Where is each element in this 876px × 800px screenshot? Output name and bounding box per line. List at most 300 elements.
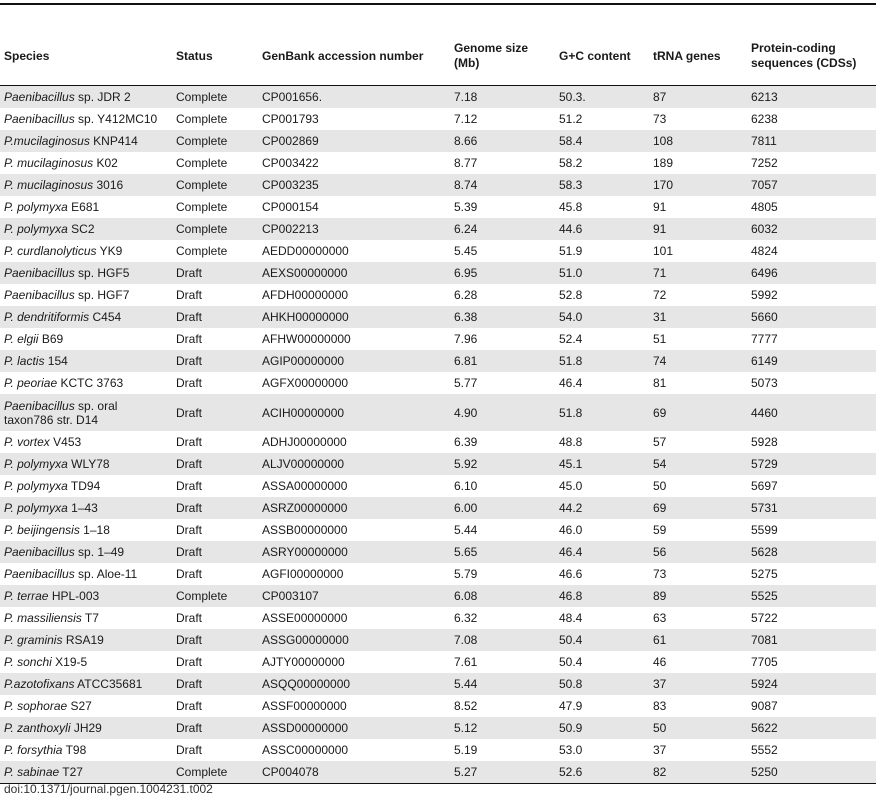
header-cds: Protein-coding sequences (CDSs) — [747, 27, 876, 86]
cell-cds: 5599 — [751, 523, 778, 537]
cell-cds: 5552 — [751, 743, 778, 757]
cell-genbank: ASSC00000000 — [262, 743, 349, 757]
cell-status: Draft — [176, 655, 203, 669]
cell-trna-genes: 56 — [649, 541, 747, 563]
table-row — [0, 673, 876, 695]
top-rule — [0, 3, 876, 5]
cell-species — [0, 761, 172, 784]
species-strain: 1–18 — [79, 523, 110, 537]
cell-status: Draft — [176, 332, 203, 346]
species-strain: X19-5 — [51, 655, 88, 669]
table-row — [0, 541, 876, 563]
cell-species — [0, 431, 172, 453]
table-row — [0, 497, 876, 519]
header-row — [0, 27, 876, 86]
table-row — [0, 453, 876, 475]
cell-genbank: AJTY00000000 — [262, 655, 345, 669]
cell-gc-content: 45.8 — [559, 200, 583, 214]
species-genus: P. terrae — [4, 589, 49, 603]
table-row — [0, 394, 876, 431]
cell-genbank: AFDH00000000 — [262, 288, 349, 302]
cell-trna-genes: 71 — [649, 262, 747, 284]
cell-species — [0, 152, 172, 174]
species-genus: Paenibacillus — [4, 90, 75, 104]
cell-genome-size: 6.28 — [454, 288, 478, 302]
cell-status: Draft — [176, 743, 203, 757]
cell-genome-size: 8.74 — [450, 174, 555, 196]
species-strain: RSA19 — [62, 633, 104, 647]
species-strain: 3016 — [93, 178, 124, 192]
cell-cds: 7777 — [751, 332, 778, 346]
cell-genome-size: 5.65 — [450, 541, 555, 563]
species-genus: Paenibacillus — [4, 398, 75, 413]
species-strain: TD94 — [67, 479, 101, 493]
cell-gc-content: 52.4 — [559, 332, 583, 346]
cell-species — [0, 262, 172, 284]
table-row — [0, 761, 876, 784]
species-genus: P. polymyxa — [4, 479, 68, 493]
header-species: Species — [0, 27, 172, 86]
cell-genbank: CP003235 — [258, 174, 450, 196]
cell-genome-size: 6.38 — [450, 306, 555, 328]
species-strain: sp. HGF7 — [74, 288, 130, 302]
table-row — [0, 475, 876, 497]
cell-status: Complete — [176, 156, 228, 170]
cell-genbank: AGIP00000000 — [258, 350, 450, 372]
cell-trna-genes: 82 — [649, 761, 747, 784]
cell-status: Draft — [172, 541, 258, 563]
cell-genbank: AHKH00000000 — [258, 306, 450, 328]
cell-genbank: CP002869 — [258, 130, 450, 152]
cell-status: Draft — [172, 350, 258, 372]
cell-cds: 5622 — [747, 717, 876, 739]
species-strain: WLY78 — [67, 457, 110, 471]
cell-trna-genes: 81 — [653, 376, 667, 390]
cell-trna-genes: 50 — [653, 479, 667, 493]
cell-genbank: CP004078 — [258, 761, 450, 784]
cell-genbank: AEDD00000000 — [262, 244, 349, 258]
cell-cds: 6496 — [747, 262, 876, 284]
cell-genome-size: 6.10 — [454, 479, 478, 493]
species-strain: 1–43 — [67, 501, 98, 515]
cell-trna-genes: 54 — [649, 453, 747, 475]
cell-trna-genes: 59 — [653, 523, 667, 537]
cell-status: Complete — [176, 244, 228, 258]
cell-genbank: ASSD00000000 — [258, 717, 450, 739]
cell-status: Complete — [176, 200, 228, 214]
cell-status: Draft — [176, 523, 203, 537]
species-genus: P.mucilaginosus — [4, 134, 90, 148]
cell-trna-genes: 37 — [653, 743, 667, 757]
cell-trna-genes: 74 — [649, 350, 747, 372]
species-strain: S27 — [67, 699, 92, 713]
cell-genome-size: 7.18 — [450, 86, 555, 109]
cell-status: Complete — [172, 174, 258, 196]
cell-species — [0, 218, 172, 240]
cell-species — [0, 673, 172, 695]
species-strain: sp. Aloe-11 — [74, 567, 138, 581]
cell-gc-content: 51.8 — [555, 394, 649, 431]
cell-gc-content: 45.0 — [559, 479, 583, 493]
cell-species — [0, 717, 172, 739]
cell-genome-size: 6.32 — [454, 611, 478, 625]
table-row — [0, 240, 876, 262]
cell-genome-size: 5.79 — [454, 567, 478, 581]
cell-gc-content: 46.8 — [555, 585, 649, 607]
cell-genome-size: 6.81 — [450, 350, 555, 372]
cell-trna-genes: 72 — [653, 288, 667, 302]
cell-genbank: ALJV00000000 — [258, 453, 450, 475]
species-strain: sp. oral taxon786 str. D14 — [4, 398, 118, 427]
species-strain: C454 — [89, 310, 122, 324]
table-row — [0, 739, 876, 761]
table-row — [0, 86, 876, 109]
header-gc-content: G+C content — [555, 27, 649, 86]
cell-cds: 5928 — [751, 435, 778, 449]
cell-status: Draft — [176, 699, 203, 713]
table-row — [0, 350, 876, 372]
cell-trna-genes: 50 — [649, 717, 747, 739]
cell-cds: 5729 — [747, 453, 876, 475]
species-genus: P. polymyxa — [4, 501, 68, 515]
cell-genome-size: 7.96 — [454, 332, 478, 346]
cell-cds: 5073 — [751, 376, 778, 390]
cell-gc-content: 58.3 — [555, 174, 649, 196]
table-row — [0, 284, 876, 306]
cell-cds: 7252 — [751, 156, 778, 170]
cell-trna-genes: 63 — [653, 611, 667, 625]
cell-gc-content: 51.8 — [555, 350, 649, 372]
species-genus: P. zanthoxyli — [4, 721, 71, 735]
cell-species — [0, 394, 172, 431]
cell-genbank: ASSG00000000 — [258, 629, 450, 651]
cell-trna-genes: 170 — [649, 174, 747, 196]
cell-genome-size: 5.39 — [454, 200, 478, 214]
species-genus: Paenibacillus — [4, 288, 75, 302]
cell-cds: 5250 — [747, 761, 876, 784]
cell-gc-content: 44.6 — [555, 218, 649, 240]
cell-cds: 5731 — [747, 497, 876, 519]
cell-trna-genes: 91 — [653, 200, 667, 214]
cell-genome-size: 5.77 — [454, 376, 478, 390]
cell-species — [0, 130, 172, 152]
cell-species — [0, 739, 172, 761]
header-status: Status — [172, 27, 258, 86]
species-genus: P. mucilaginosus — [4, 178, 94, 192]
cell-genome-size: 8.66 — [450, 130, 555, 152]
cell-status: Draft — [172, 673, 258, 695]
cell-cds: 7811 — [747, 130, 876, 152]
cell-gc-content: 48.4 — [559, 611, 583, 625]
cell-trna-genes: 37 — [649, 673, 747, 695]
header-trna-genes: tRNA genes — [649, 27, 747, 86]
cell-gc-content: 46.4 — [555, 541, 649, 563]
cell-trna-genes: 91 — [649, 218, 747, 240]
table-row — [0, 218, 876, 240]
cell-genome-size: 7.12 — [454, 112, 478, 126]
cell-species — [0, 196, 172, 218]
cell-cds: 6149 — [747, 350, 876, 372]
cell-gc-content: 46.4 — [559, 376, 583, 390]
cell-status: Complete — [176, 112, 228, 126]
species-strain: JH29 — [70, 721, 102, 735]
cell-genbank: ASRZ00000000 — [258, 497, 450, 519]
table-row — [0, 585, 876, 607]
cell-status: Draft — [176, 435, 203, 449]
cell-gc-content: 46.6 — [559, 567, 583, 581]
table-row — [0, 372, 876, 394]
table-row — [0, 629, 876, 651]
cell-trna-genes: 31 — [649, 306, 747, 328]
cell-status: Draft — [176, 567, 203, 581]
species-strain: V453 — [49, 435, 82, 449]
cell-status: Complete — [172, 218, 258, 240]
cell-species — [0, 607, 172, 629]
table-row — [0, 152, 876, 174]
species-genus: P. sophorae — [4, 699, 68, 713]
cell-cds: 7081 — [747, 629, 876, 651]
species-genus: P. dendritiformis — [4, 310, 90, 324]
header-genbank: GenBank accession number — [258, 27, 450, 86]
cell-species — [0, 108, 172, 130]
species-genus: P.azotofixans — [4, 677, 75, 691]
cell-genbank: ASSF00000000 — [262, 699, 347, 713]
cell-genome-size: 7.61 — [454, 655, 478, 669]
cell-gc-content: 50.9 — [555, 717, 649, 739]
cell-gc-content: 51.0 — [555, 262, 649, 284]
cell-trna-genes: 101 — [653, 244, 674, 258]
cell-trna-genes: 189 — [653, 156, 674, 170]
species-strain: HPL-003 — [48, 589, 100, 603]
cell-cds: 5660 — [747, 306, 876, 328]
cell-gc-content: 52.8 — [559, 288, 583, 302]
table-row — [0, 262, 876, 284]
cell-genbank: CP001793 — [262, 112, 319, 126]
cell-genome-size: 5.44 — [454, 523, 478, 537]
table-row — [0, 108, 876, 130]
cell-genome-size: 5.92 — [450, 453, 555, 475]
cell-genome-size: 6.24 — [450, 218, 555, 240]
cell-genbank: ASRY00000000 — [258, 541, 450, 563]
table-row — [0, 717, 876, 739]
cell-genbank: CP003107 — [258, 585, 450, 607]
cell-cds: 4805 — [751, 200, 778, 214]
cell-species — [0, 541, 172, 563]
cell-genbank: CP002213 — [258, 218, 450, 240]
species-strain: T27 — [59, 765, 83, 779]
species-genus: Paenibacillus — [4, 567, 75, 581]
species-genus: P. sabinae — [4, 765, 60, 779]
cell-genbank: AGFX00000000 — [262, 376, 349, 390]
cell-cds: 5697 — [751, 479, 778, 493]
cell-cds: 6238 — [751, 112, 778, 126]
cell-genome-size: 4.90 — [450, 394, 555, 431]
cell-genbank: AEXS00000000 — [258, 262, 450, 284]
cell-cds: 5924 — [747, 673, 876, 695]
cell-genome-size: 8.52 — [454, 699, 478, 713]
table-row — [0, 651, 876, 673]
species-strain: sp. Y412MC10 — [74, 112, 158, 126]
cell-gc-content: 53.0 — [559, 743, 583, 757]
cell-species — [0, 475, 172, 497]
species-strain: T98 — [62, 743, 87, 757]
cell-genbank: AFHW00000000 — [262, 332, 351, 346]
cell-genome-size: 7.08 — [450, 629, 555, 651]
cell-species — [0, 497, 172, 519]
species-genus: P. polymyxa — [4, 200, 68, 214]
cell-gc-content: 44.2 — [555, 497, 649, 519]
cell-genbank: CP000154 — [262, 200, 319, 214]
cell-species — [0, 585, 172, 607]
species-strain: E681 — [67, 200, 100, 214]
cell-cds: 4460 — [747, 394, 876, 431]
table-body — [0, 86, 876, 784]
species-strain: 154 — [44, 354, 68, 368]
cell-gc-content: 47.9 — [559, 699, 583, 713]
table-row — [0, 519, 876, 541]
cell-species — [0, 563, 172, 585]
cell-gc-content: 58.2 — [559, 156, 583, 170]
table-row — [0, 306, 876, 328]
table-row — [0, 431, 876, 453]
table-row — [0, 695, 876, 717]
genome-table-wrapper — [0, 27, 876, 784]
cell-cds: 6032 — [747, 218, 876, 240]
cell-species — [0, 651, 172, 673]
species-genus: Paenibacillus — [4, 545, 75, 559]
cell-gc-content: 50.4 — [559, 655, 583, 669]
genome-table — [0, 27, 876, 784]
table-row — [0, 563, 876, 585]
doi-footer: doi:10.1371/journal.pgen.1004231.t002 — [4, 782, 213, 796]
cell-status: Draft — [176, 288, 203, 302]
cell-status: Draft — [172, 394, 258, 431]
cell-gc-content: 45.1 — [555, 453, 649, 475]
species-genus: Paenibacillus — [4, 112, 75, 126]
cell-species — [0, 453, 172, 475]
cell-cds: 9087 — [751, 699, 778, 713]
species-genus: P. sonchi — [4, 655, 52, 669]
cell-status: Draft — [176, 611, 203, 625]
cell-species — [0, 240, 172, 262]
species-genus: P. polymyxa — [4, 222, 68, 236]
cell-gc-content: 50.8 — [555, 673, 649, 695]
cell-status: Draft — [172, 629, 258, 651]
species-genus: P. curdlanolyticus — [4, 244, 97, 258]
table-row — [0, 607, 876, 629]
cell-trna-genes: 61 — [649, 629, 747, 651]
cell-genome-size: 5.44 — [450, 673, 555, 695]
cell-genome-size: 6.39 — [454, 435, 478, 449]
cell-genbank: ASSB00000000 — [262, 523, 348, 537]
species-strain: ATCC35681 — [74, 677, 143, 691]
table-row — [0, 328, 876, 350]
cell-species — [0, 350, 172, 372]
species-strain: SC2 — [67, 222, 95, 236]
cell-trna-genes: 108 — [649, 130, 747, 152]
cell-genome-size: 5.27 — [450, 761, 555, 784]
cell-genbank: ASSA00000000 — [262, 479, 348, 493]
cell-trna-genes: 73 — [653, 567, 667, 581]
cell-gc-content: 58.4 — [555, 130, 649, 152]
species-strain: sp. 1–49 — [74, 545, 125, 559]
cell-trna-genes: 87 — [649, 86, 747, 109]
species-genus: P. elgii — [4, 332, 39, 346]
species-strain: KNP414 — [89, 134, 138, 148]
cell-genbank: ASSE00000000 — [262, 611, 348, 625]
cell-species — [0, 629, 172, 651]
table-row — [0, 196, 876, 218]
cell-genbank: AGFI00000000 — [262, 567, 344, 581]
cell-cds: 5992 — [751, 288, 778, 302]
cell-trna-genes: 89 — [649, 585, 747, 607]
cell-gc-content: 48.8 — [559, 435, 583, 449]
cell-gc-content: 50.3. — [555, 86, 649, 109]
cell-gc-content: 46.0 — [559, 523, 583, 537]
cell-genome-size: 5.45 — [454, 244, 478, 258]
cell-genome-size: 6.95 — [450, 262, 555, 284]
cell-status: Draft — [172, 262, 258, 284]
cell-gc-content: 54.0 — [555, 306, 649, 328]
cell-genome-size: 8.77 — [454, 156, 478, 170]
cell-species — [0, 284, 172, 306]
species-genus: P. mucilaginosus — [4, 156, 94, 170]
cell-cds: 6213 — [747, 86, 876, 109]
species-genus: P. beijingensis — [4, 523, 80, 537]
cell-species — [0, 695, 172, 717]
species-strain: B69 — [38, 332, 64, 346]
cell-species — [0, 328, 172, 350]
cell-genbank: ACIH00000000 — [258, 394, 450, 431]
cell-status: Draft — [176, 376, 203, 390]
species-strain: sp. JDR 2 — [74, 90, 131, 104]
cell-status: Complete — [172, 130, 258, 152]
species-genus: P. peoriae — [4, 376, 58, 390]
species-strain: T7 — [81, 611, 99, 625]
cell-cds: 5628 — [747, 541, 876, 563]
species-strain: K02 — [93, 156, 118, 170]
cell-gc-content: 51.2 — [559, 112, 583, 126]
cell-cds: 5525 — [747, 585, 876, 607]
cell-trna-genes: 51 — [653, 332, 667, 346]
cell-trna-genes: 69 — [649, 394, 747, 431]
cell-status: Draft — [172, 306, 258, 328]
cell-cds: 7705 — [751, 655, 778, 669]
cell-status: Complete — [172, 585, 258, 607]
cell-trna-genes: 46 — [653, 655, 667, 669]
species-genus: P. vortex — [4, 435, 50, 449]
cell-genome-size: 5.19 — [454, 743, 478, 757]
cell-status: Complete — [172, 86, 258, 109]
species-genus: P. forsythia — [4, 743, 63, 757]
cell-gc-content: 52.6 — [555, 761, 649, 784]
cell-status: Complete — [172, 761, 258, 784]
table-row — [0, 174, 876, 196]
species-genus: Paenibacillus — [4, 266, 75, 280]
table-row — [0, 130, 876, 152]
species-strain: KCTC 3763 — [57, 376, 124, 390]
species-strain: YK9 — [96, 244, 123, 258]
cell-status: Draft — [172, 717, 258, 739]
cell-cds: 5722 — [751, 611, 778, 625]
cell-genbank: ADHJ00000000 — [262, 435, 347, 449]
cell-trna-genes: 57 — [653, 435, 667, 449]
cell-trna-genes: 69 — [649, 497, 747, 519]
species-genus: P. graminis — [4, 633, 63, 647]
species-genus: P. massiliensis — [4, 611, 82, 625]
cell-genome-size: 6.00 — [450, 497, 555, 519]
cell-species — [0, 86, 172, 109]
